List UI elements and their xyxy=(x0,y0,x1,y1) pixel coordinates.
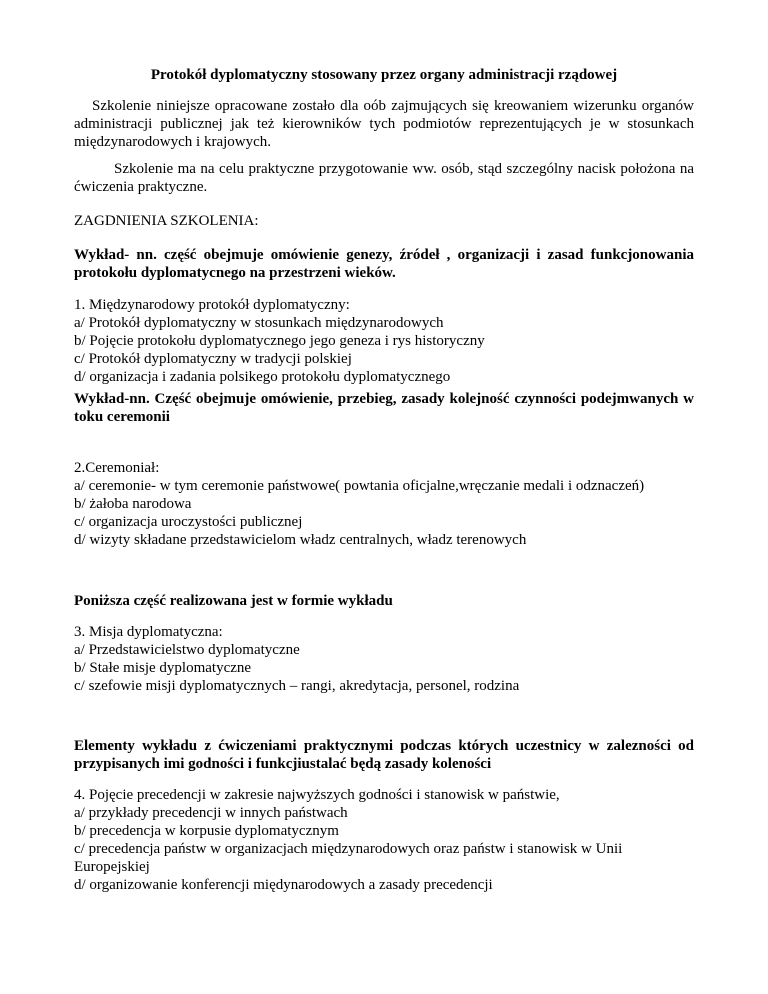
list-item: 2.Ceremoniał: xyxy=(74,460,160,476)
list-item: b/ Pojęcie protokołu dyplomatycznego jego geneza i rys historyczny xyxy=(74,333,485,349)
block2-list xyxy=(74,459,694,549)
block1-list xyxy=(74,296,694,386)
block4-list xyxy=(74,786,654,894)
block3-list xyxy=(74,623,694,695)
block4-heading: Elementy wykładu z ćwiczeniami praktycznymi podczas których uczestnicy w zalezności od przypisanych imi godności i funkcjiustalać będą zasady koleności xyxy=(74,738,694,772)
block1-heading: Wykład- nn. część obejmuje omówienie genezy, źródeł , organizacji i zasad funkcjonowania protokołu dyplomatycnego na przestrzeni wieków. xyxy=(74,247,694,281)
list-item: d/ wizyty składane przedstawicielom władz centralnych, władz terenowych xyxy=(74,532,527,548)
list-item: 4. Pojęcie precedencji w zakresie najwyższych godności i stanowisk w państwie, xyxy=(74,787,560,803)
list-item: 1. Międzynarodowy protokół dyplomatyczny: xyxy=(74,297,350,313)
list-item: a/ Protokół dyplomatyczny w stosunkach międzynarodowych xyxy=(74,315,444,331)
document-title: Protokół dyplomatyczny stosowany przez organy administracji rządowej xyxy=(150,67,618,83)
list-item: b/ precedencja w korpusie dyplomatycznym xyxy=(74,823,339,839)
block2-heading: Wykład-nn. Część obejmuje omówienie, przebieg, zasady kolejność czynności podejmwanych w toku ceremonii xyxy=(74,391,694,425)
intro-paragraph-2: Szkolenie ma na celu praktyczne przygotowanie ww. osób, stąd szczególny nacisk położona na ćwiczenia praktyczne. xyxy=(74,161,694,195)
list-item: d/ organizowanie konferencji międynarodowych a zasady precedencji xyxy=(74,877,493,893)
list-item: a/ ceremonie- w tym ceremonie państwowe( powtania oficjalne,wręczanie medali i odznaczeń) xyxy=(74,478,645,494)
block3-heading: Poniższa część realizowana jest w formie wykładu xyxy=(74,593,393,609)
list-item: a/ przykłady precedencji w innych państwach xyxy=(74,805,348,821)
intro-paragraph-1: Szkolenie niniejsze opracowane zostało dla oób zajmujących się kreowaniem wizerunku organów administracji publicznej jak też kierowników tych podmiotów reprezentujących je w stosunkach międzynarodowych i krajowych. xyxy=(74,98,694,150)
section-heading: ZAGDNIENIA SZKOLENIA: xyxy=(74,213,259,229)
list-item: c/ Protokół dyplomatyczny w tradycji polskiej xyxy=(74,351,352,367)
list-item: b/ żałoba narodowa xyxy=(74,496,192,512)
list-item: a/ Przedstawicielstwo dyplomatyczne xyxy=(74,642,300,658)
list-item: b/ Stałe misje dyplomatyczne xyxy=(74,660,252,676)
list-item: d/ organizacja i zadania polsikego protokołu dyplomatycznego xyxy=(74,369,451,385)
list-item: 3. Misja dyplomatyczna: xyxy=(74,624,223,640)
list-item: c/ precedencja państw w organizacjach międzynarodowych oraz państw i stanowisk w Unii Europejskiej xyxy=(74,841,623,875)
list-item: c/ szefowie misji dyplomatycznych – rangi, akredytacja, personel, rodzina xyxy=(74,678,520,694)
list-item: c/ organizacja uroczystości publicznej xyxy=(74,514,303,530)
